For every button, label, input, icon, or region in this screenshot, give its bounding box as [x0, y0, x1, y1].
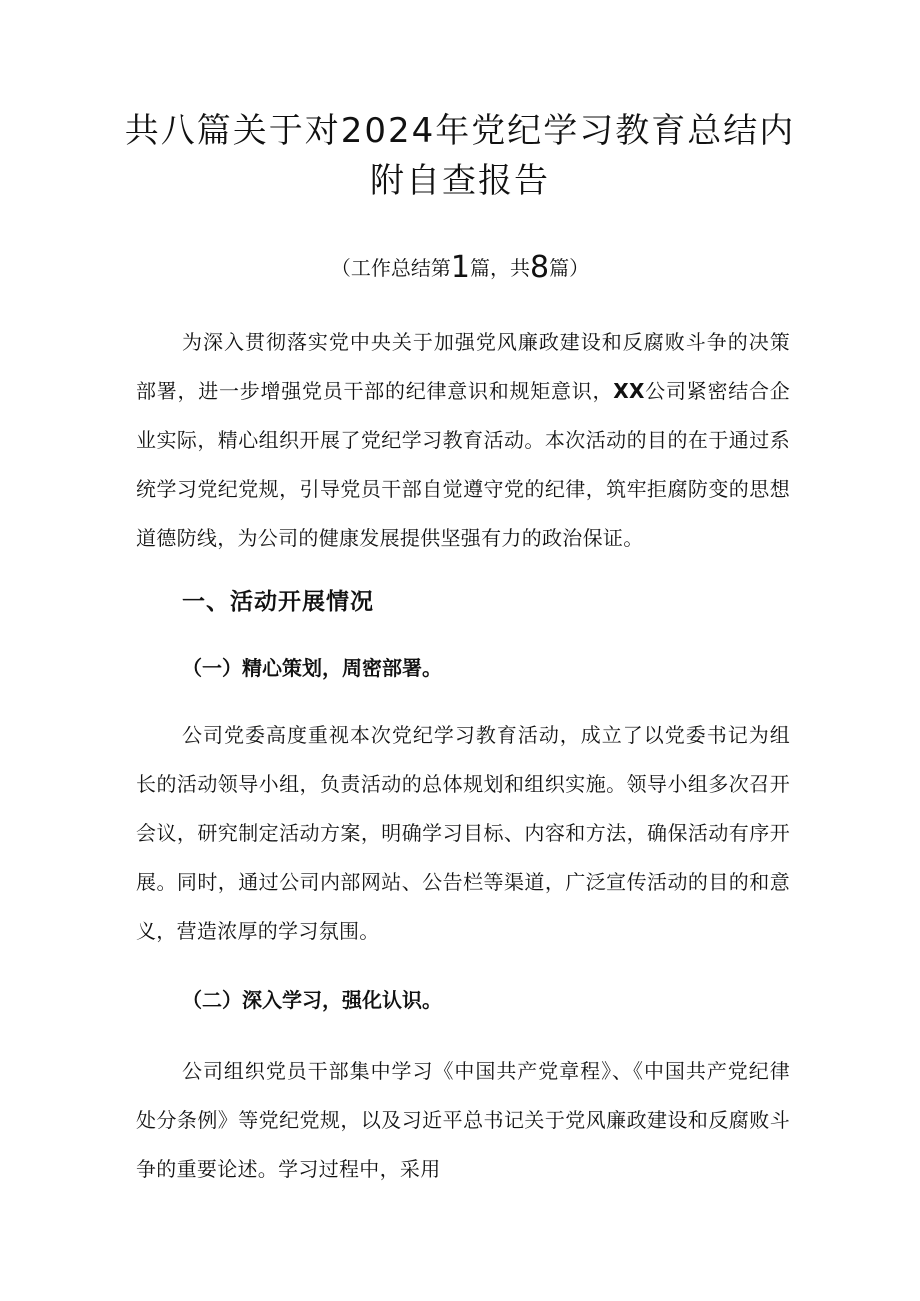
- subsection-heading-planning: （一）精心策划，周密部署。: [182, 656, 442, 680]
- document-title-line-1: 共八篇关于对2024年党纪学习教育总结内: [124, 111, 796, 151]
- subtitle-prefix: （工作总结第: [330, 256, 451, 280]
- subtitle-total-number: 8: [530, 250, 550, 285]
- company-name: XX: [613, 379, 645, 403]
- section-heading-activities: 一、活动开展情况: [182, 589, 374, 615]
- intro-paragraph: [136, 318, 790, 563]
- subtitle-suffix: 篇）: [549, 256, 590, 280]
- subtitle-middle: 篇，共: [470, 256, 530, 280]
- planning-paragraph: 公司党委高度重视本次党纪学习教育活动，成立了以党委书记为组长的活动领导小组，负责活动的总体规划和组织实施。领导小组多次召开会议，研究制定活动方案，明确学习目标、内容和方法，确保活动有序开展。同时，通过公司内部网站、公告栏等渠道，广泛宣传活动的目的和意义，营造浓厚的学习氛围。: [136, 723, 790, 943]
- intro-text-part-1: 为深入贯彻落实党中央关于加强党风廉政建设和反腐败斗争的决策部署，进一步增强党员干部的纪律意识和规矩意识，: [136, 330, 790, 403]
- subsection-heading-study: （二）深入学习，强化认识。: [182, 988, 442, 1012]
- intro-text-part-2: 公司紧密结合企业实际，精心组织开展了党纪学习教育活动。本次活动的目的在于通过系统学习党纪党规，引导党员干部自觉遵守党的纪律，筑牢拒腐防变的思想道德防线，为公司的健康发展提供坚强有力的政治保证。: [136, 379, 790, 550]
- document-title-line-2: 附自查报告: [370, 161, 550, 201]
- document-subtitle: [0, 250, 920, 286]
- subtitle-current-number: 1: [450, 250, 470, 285]
- study-paragraph: 公司组织党员干部集中学习《中国共产党章程》、《中国共产党纪律处分条例》等党纪党规，以及习近平总书记关于党风廉政建设和反腐败斗争的重要论述。学习过程中，采用: [136, 1059, 790, 1181]
